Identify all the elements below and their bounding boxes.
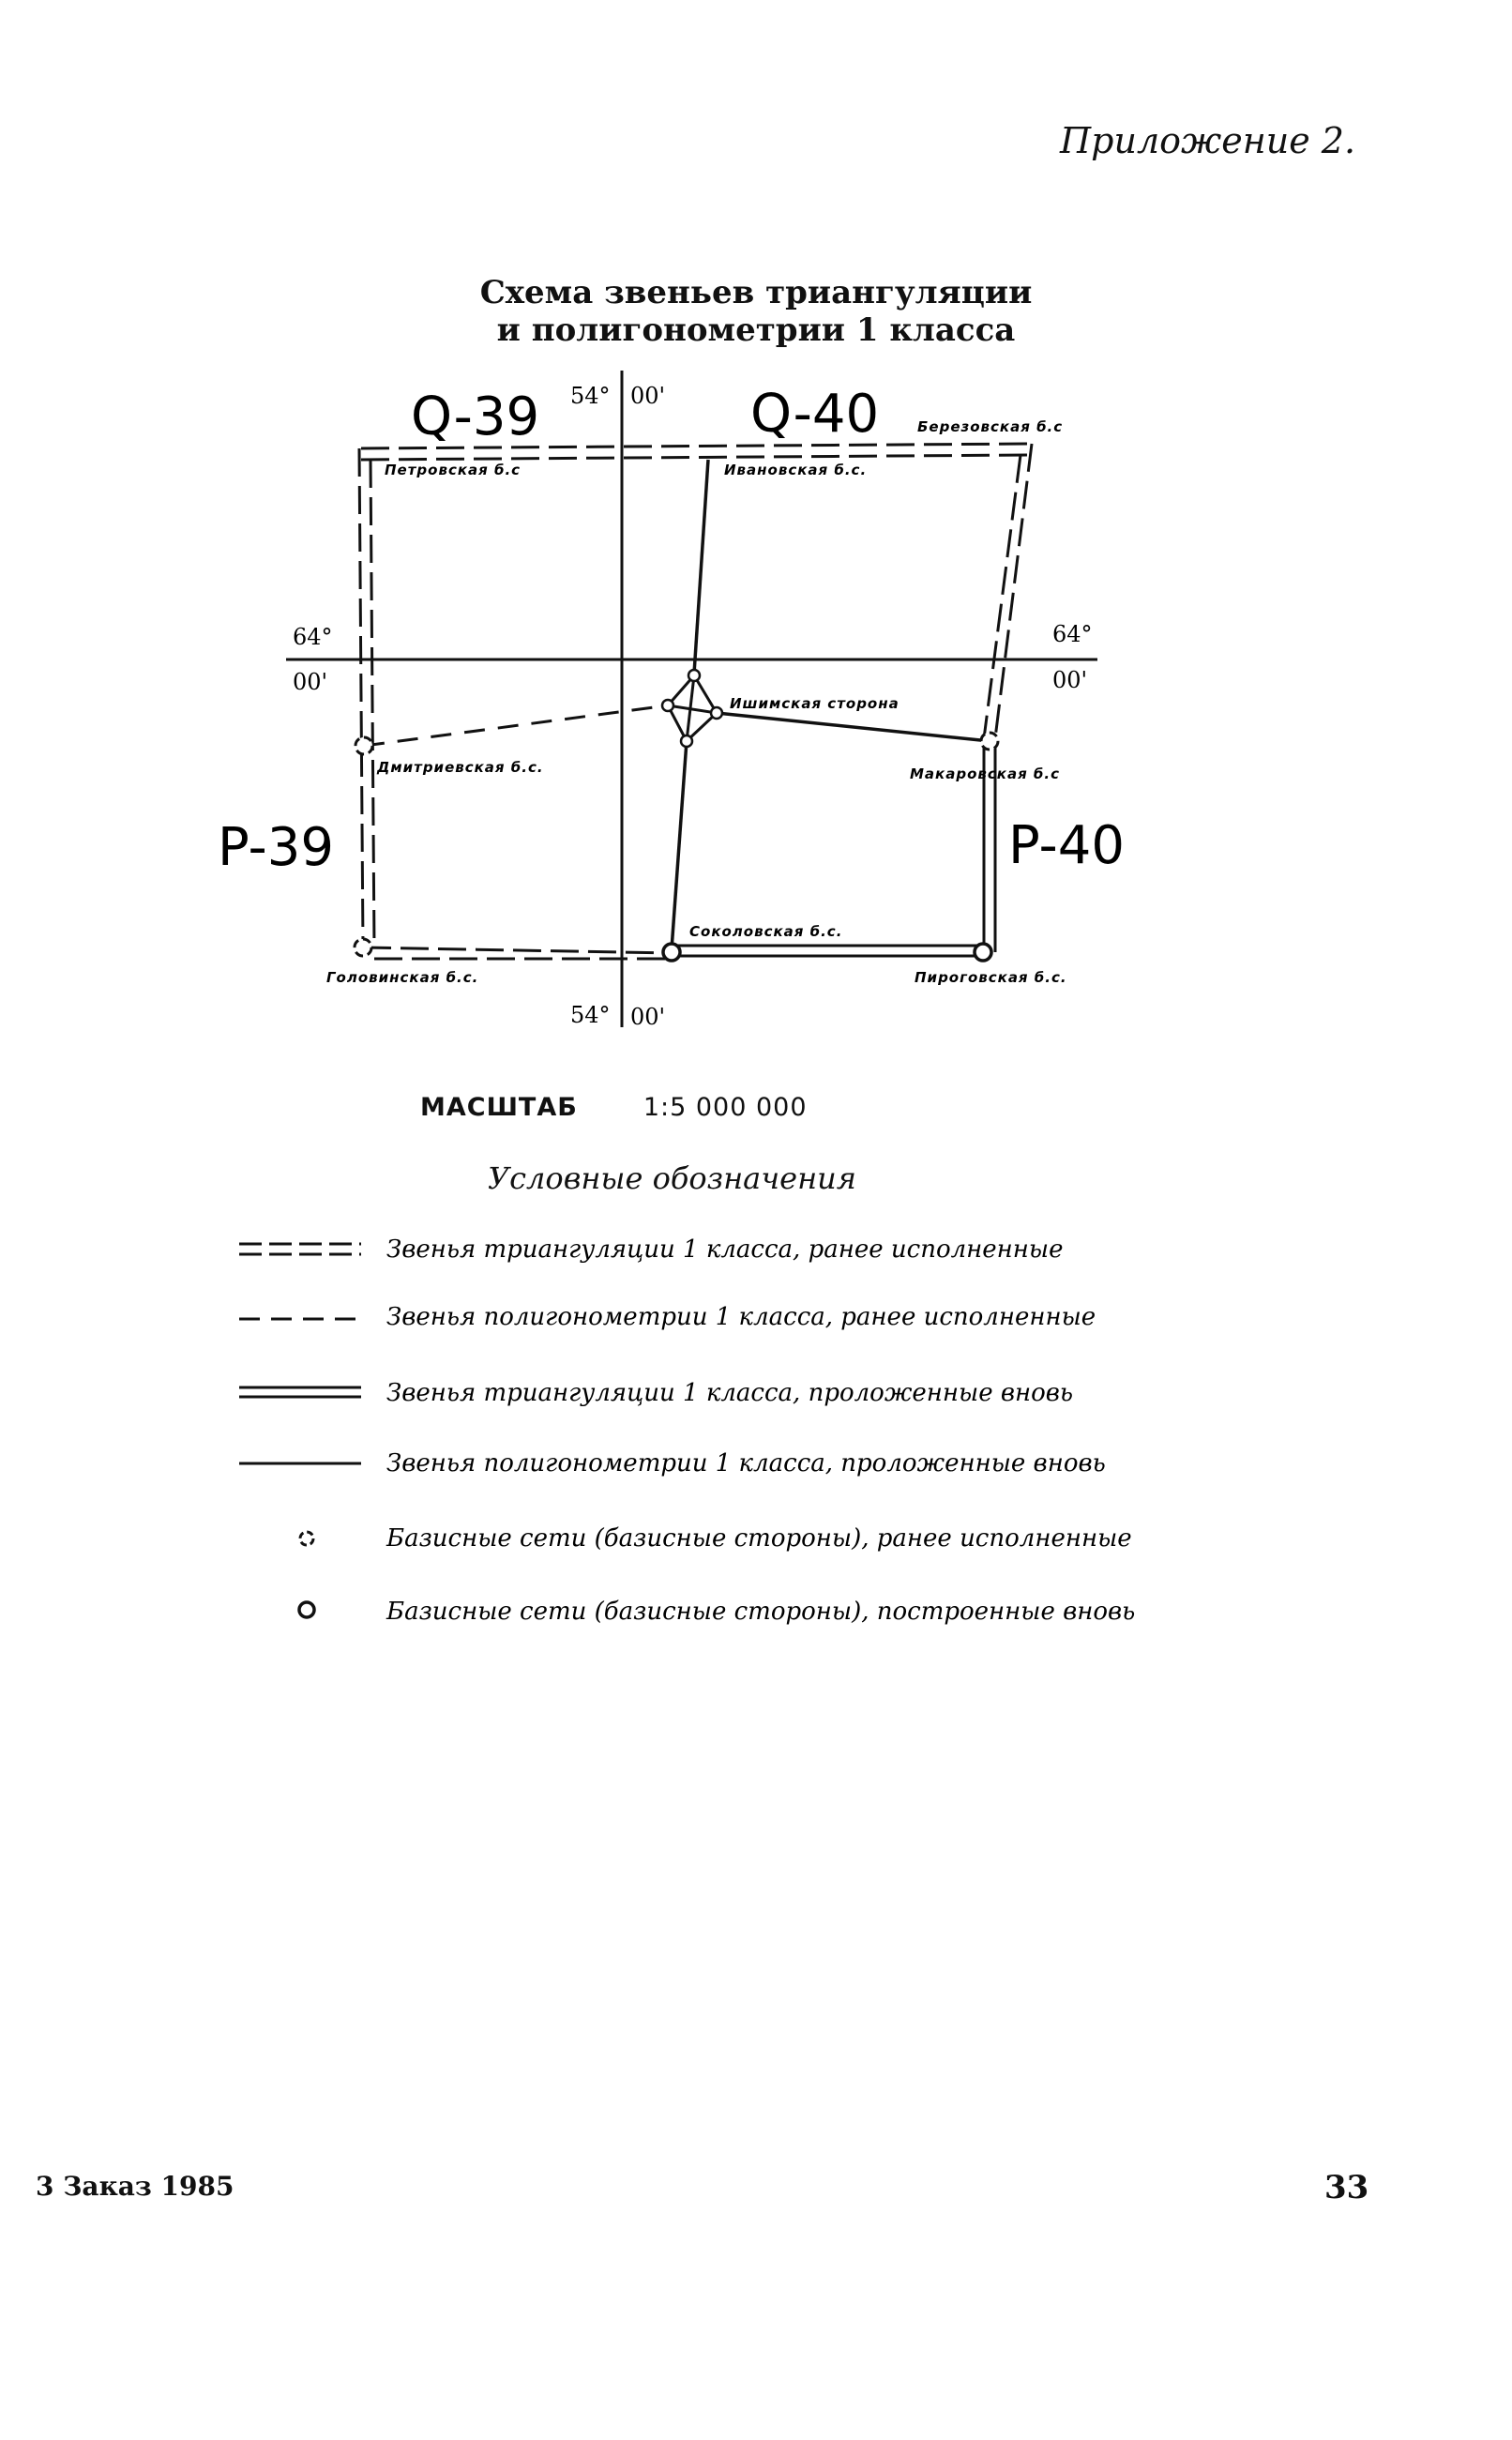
station-ishimskaya: Ишимская сторона (730, 695, 900, 712)
diagram-title-line2: и полигонометрии 1 класса (496, 311, 1016, 349)
station-sokolovskaya: Соколовская б.с. (689, 923, 843, 940)
appendix-label: Приложение 2. (1060, 120, 1356, 161)
legend-item-4-text: Звенья полигонометрии 1 класса, проложенные вновь (386, 1449, 1106, 1478)
station-petrovskaya: Петровская б.с (385, 462, 522, 478)
sheet-label-q39: Q-39 (411, 386, 540, 447)
legend-symbol-double-dashed (239, 1244, 361, 1254)
coord-right-min: 00' (1052, 667, 1088, 693)
sheet-label-q40: Q-40 (750, 384, 880, 445)
station-golovinskaya: Головинская б.с. (326, 969, 479, 986)
coord-right-deg: 64° (1052, 621, 1093, 647)
legend-item-5-text: Базисные сети (базисные стороны), ранее исполненные (386, 1524, 1132, 1553)
station-makarovskaya: Макаровская б.с (910, 765, 1060, 782)
scale-value: 1:5 000 000 (643, 1093, 808, 1122)
triangulation-old-links (359, 444, 1032, 959)
legend-item-3-text: Звенья триангуляции 1 класса, проложенные вновь (386, 1379, 1074, 1407)
legend-symbols (239, 1244, 361, 1617)
scale-label: МАСШТАБ (420, 1093, 578, 1122)
sheet-label-p39: P-39 (218, 817, 335, 878)
station-berezovskaya: Березовская б.с (917, 418, 1064, 435)
ishimskaya-base-net (668, 675, 717, 741)
sheet-label-p40: P-40 (1008, 815, 1126, 876)
coord-left-deg: 64° (293, 624, 333, 650)
station-ivanovskaya: Ивановская б.с. (724, 462, 868, 478)
coord-bottom-min: 00' (630, 1004, 666, 1030)
legend-item-1-text: Звенья триангуляции 1 класса, ранее исполненные (386, 1235, 1064, 1264)
scale-row (420, 1093, 808, 1122)
coord-top-deg: 54° (570, 383, 611, 409)
legend-symbol-broken-circle (300, 1532, 313, 1545)
coord-left-min: 00' (293, 669, 328, 695)
legend-item-2-text: Звенья полигонометрии 1 класса, ранее исполненные (386, 1303, 1096, 1331)
coord-top-min: 00' (630, 383, 666, 409)
legend-heading: Условные обозначения (488, 1160, 856, 1196)
station-dmitrievskaya: Дмитриевская б.с. (377, 759, 544, 776)
legend-item-6-text: Базисные сети (базисные стороны), построенные вновь (386, 1598, 1136, 1626)
coord-bottom-deg: 54° (570, 1002, 611, 1028)
legend-symbol-circle (299, 1602, 314, 1617)
page-number: 33 (1324, 2169, 1369, 2206)
footer-order: 3 Заказ 1985 (36, 2171, 234, 2202)
legend-symbol-double-line (239, 1387, 361, 1397)
diagram-title-line1: Схема звеньев триангуляции (479, 274, 1033, 311)
station-pirogovskaya: Пироговская б.с. (915, 969, 1067, 986)
